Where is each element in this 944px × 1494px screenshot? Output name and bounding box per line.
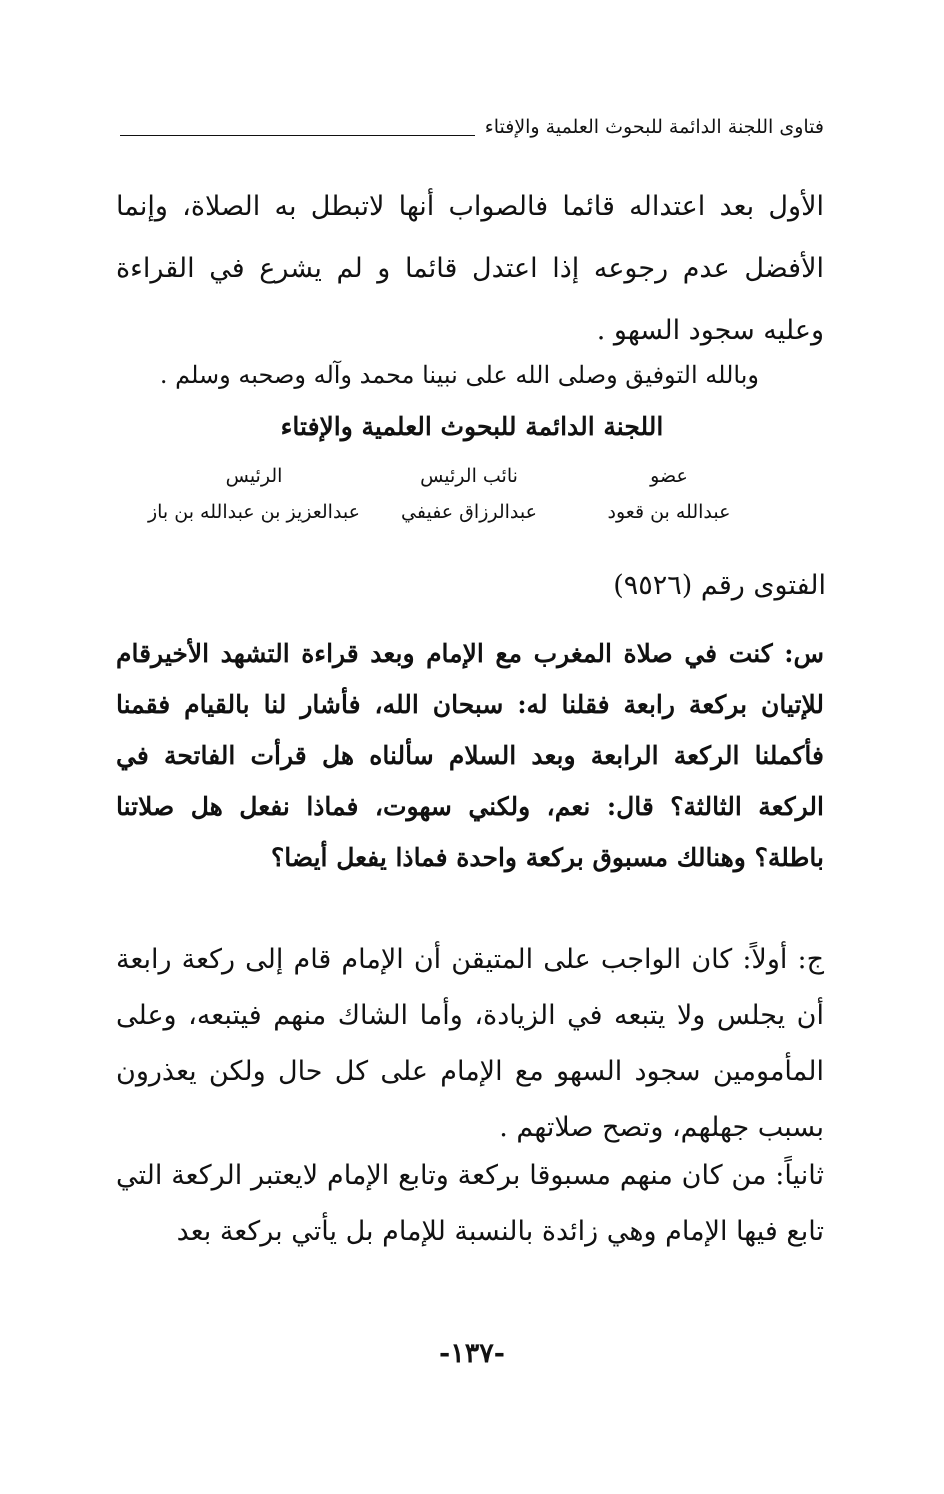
answer-paragraph-second: ثانياً: من كان منهم مسبوقا بركعة وتابع الإمام لايعتبر الركعة التي تابع فيها الإمام وهي زائدة بالنسبة للإمام بل يأتي بركعة بعد	[116, 1160, 824, 1247]
closing-line: وبالله التوفيق وصلى الله على نبينا محمد وآله وصحبه وسلم .	[159, 361, 759, 389]
signatory-member	[574, 458, 764, 530]
header-rule	[120, 135, 475, 136]
page-number: -١٣٧-	[439, 1338, 505, 1369]
answer-paragraph-first: ج: أولاً: كان الواجب على المتيقن أن الإمام قام إلى ركعة رابعة أن يجلس ولا يتبعه في الزيادة، وأما الشاك منهم فيتبعه، وعلى المأمومين سجود السهو مع الإمام على كل حال ولكن يعذرون بسبب جهلهم، وتصح صلاتهم .	[116, 944, 824, 1143]
signatory-name: عبدالعزيز بن عبدالله بن باز	[147, 501, 361, 523]
fatwa-number: الفتوى رقم (٩٥٢٦)	[613, 570, 826, 601]
signatory-name: عبدالله بن قعود	[607, 501, 731, 523]
signatory-name: عبدالرزاق عفيفي	[401, 501, 537, 523]
committee-title: اللجنة الدائمة للبحوث العلمية والإفتاء	[280, 412, 664, 441]
signatory-role: عضو	[650, 465, 688, 487]
running-header	[120, 112, 824, 142]
question-paragraph: س: كنت في صلاة المغرب مع الإمام وبعد قراءة التشهد الأخيرقام للإتيان بركعة رابعة فقلنا له: سبحان الله، فأشار لنا بالقيام فقمنا فأكملنا الركعة الرابعة وبعد السلام سألناه هل قرأت الفاتحة في الركعة الثالثة؟ قال: نعم، ولكني سهوت، فماذا نفعل هل صلاتنا باطلة؟ وهنالك مسبوق بركعة واحدة فماذا يفعل أيضا؟	[116, 639, 824, 872]
signatory-vice-president	[364, 458, 574, 530]
signatory-role: نائب الرئيس	[420, 465, 518, 487]
header-title: فتاوى اللجنة الدائمة للبحوث العلمية والإفتاء	[484, 116, 824, 138]
continuation-paragraph: الأول بعد اعتداله قائما فالصواب أنها لاتبطل به الصلاة، وإنما الأفضل عدم رجوعه إذا اعتدل قائما و لم يشرع في القراءة وعليه سجود السهو .	[116, 191, 824, 346]
signatory-president	[124, 458, 384, 530]
signatory-role: الرئيس	[225, 465, 283, 487]
